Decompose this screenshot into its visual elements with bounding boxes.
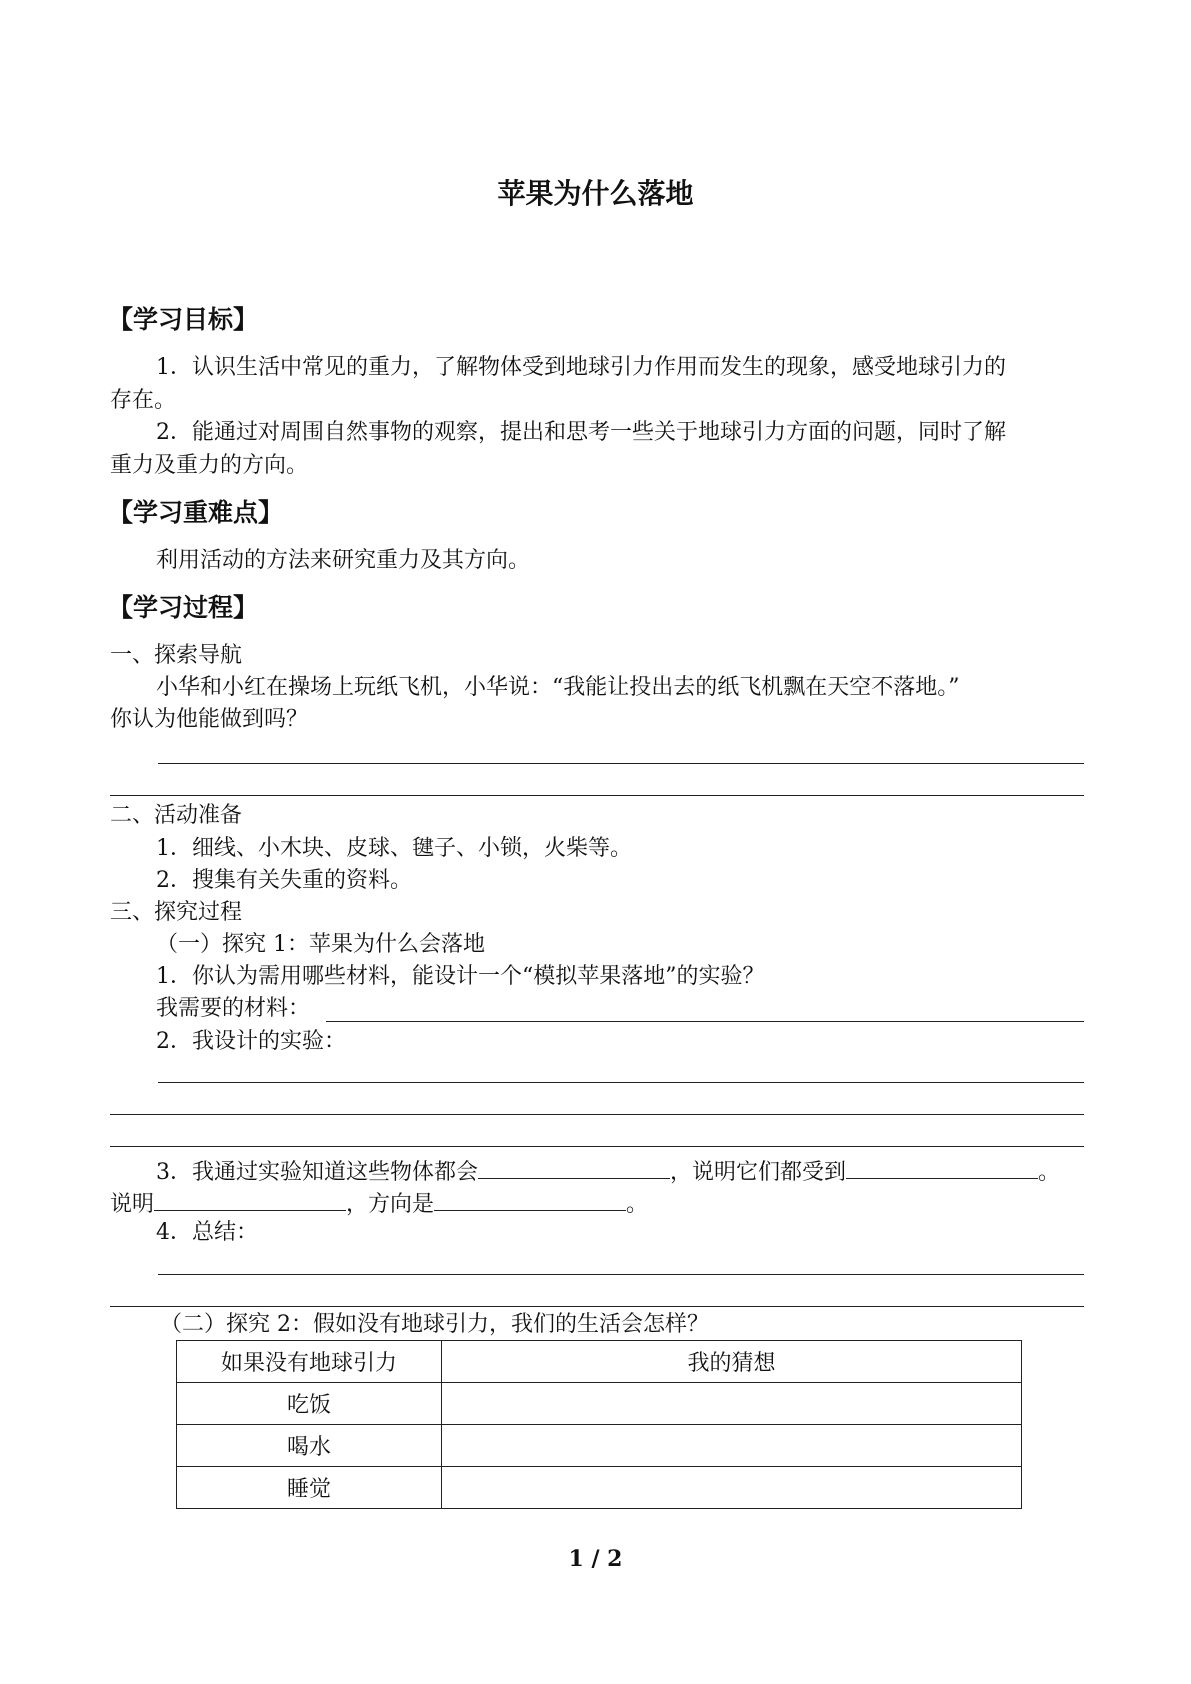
table-cell: 吃饭 [177, 1383, 442, 1425]
part1-line-1: 小华和小红在操场上玩纸飞机，小华说：“我能让投出去的纸飞机飘在天空不落地。” [156, 675, 960, 700]
part2-heading: 二、活动准备 [110, 803, 243, 828]
key-points-text: 利用活动的方法来研究重力及其方向。 [156, 548, 531, 573]
answer-line [110, 1306, 1084, 1307]
part2-item-2: 2．搜集有关失重的资料。 [156, 868, 412, 893]
objective-1-line-1: 1．认识生活中常见的重力，了解物体受到地球引力作用而发生的现象，感受地球引力的 [156, 355, 1006, 380]
inquiry-1-heading: （一）探究 1：苹果为什么会落地 [156, 932, 485, 957]
question-2: 2．我设计的实验： [156, 1029, 346, 1054]
guess-cell[interactable] [442, 1467, 1022, 1509]
question-3-line-1: 3．我通过实验知道这些物体都会 ，说明它们都受到 。 [156, 1160, 1061, 1185]
answer-line [110, 1146, 1084, 1147]
table-header-cell: 如果没有地球引力 [177, 1341, 442, 1383]
table-row [177, 1467, 1022, 1509]
page-title: 苹果为什么落地 [497, 177, 694, 210]
part3-heading: 三、探究过程 [110, 900, 243, 925]
answer-line [158, 763, 1084, 764]
objective-2-line-1: 2．能通过对周围自然事物的观察，提出和思考一些关于地球引力方面的问题，同时了解 [156, 420, 1006, 445]
fill-blank [434, 1190, 626, 1211]
key-points-heading: 【学习重难点】 [108, 498, 284, 527]
fill-blank [478, 1158, 670, 1179]
page-number: 1 / 2 [568, 1546, 623, 1572]
table-header-row [177, 1341, 1022, 1383]
objectives-heading: 【学习目标】 [108, 305, 259, 334]
table-row [177, 1425, 1022, 1467]
guess-cell[interactable] [442, 1425, 1022, 1467]
table-cell: 睡觉 [177, 1467, 442, 1509]
objective-2-line-2: 重力及重力的方向。 [110, 453, 309, 478]
table-cell: 喝水 [177, 1425, 442, 1467]
materials-label: 我需要的材料： [156, 996, 311, 1021]
part1-line-2: 你认为他能做到吗？ [110, 707, 309, 732]
guess-cell[interactable] [442, 1383, 1022, 1425]
answer-line [158, 1274, 1084, 1275]
fill-blank [154, 1190, 346, 1211]
inquiry-2-heading: （二）探究 2：假如没有地球引力，我们的生活会怎样？ [160, 1312, 709, 1337]
table-row [177, 1383, 1022, 1425]
objective-1-line-2: 存在。 [110, 388, 177, 413]
part1-heading: 一、探索导航 [110, 643, 243, 668]
answer-line [110, 1114, 1084, 1115]
answer-line [158, 1082, 1084, 1083]
part2-item-1: 1．细线、小木块、皮球、毽子、小锁，火柴等。 [156, 836, 632, 861]
guess-table [176, 1340, 1022, 1509]
answer-line [110, 795, 1084, 796]
answer-line [326, 1021, 1084, 1022]
question-4: 4．总结： [156, 1220, 258, 1245]
table-header-cell: 我的猜想 [442, 1341, 1022, 1383]
question-1: 1．你认为需用哪些材料，能设计一个“模拟苹果落地”的实验？ [156, 964, 765, 989]
question-3-line-2: 说明 ，方向是 。 [110, 1192, 649, 1217]
process-heading: 【学习过程】 [108, 593, 259, 622]
fill-blank [846, 1158, 1038, 1179]
